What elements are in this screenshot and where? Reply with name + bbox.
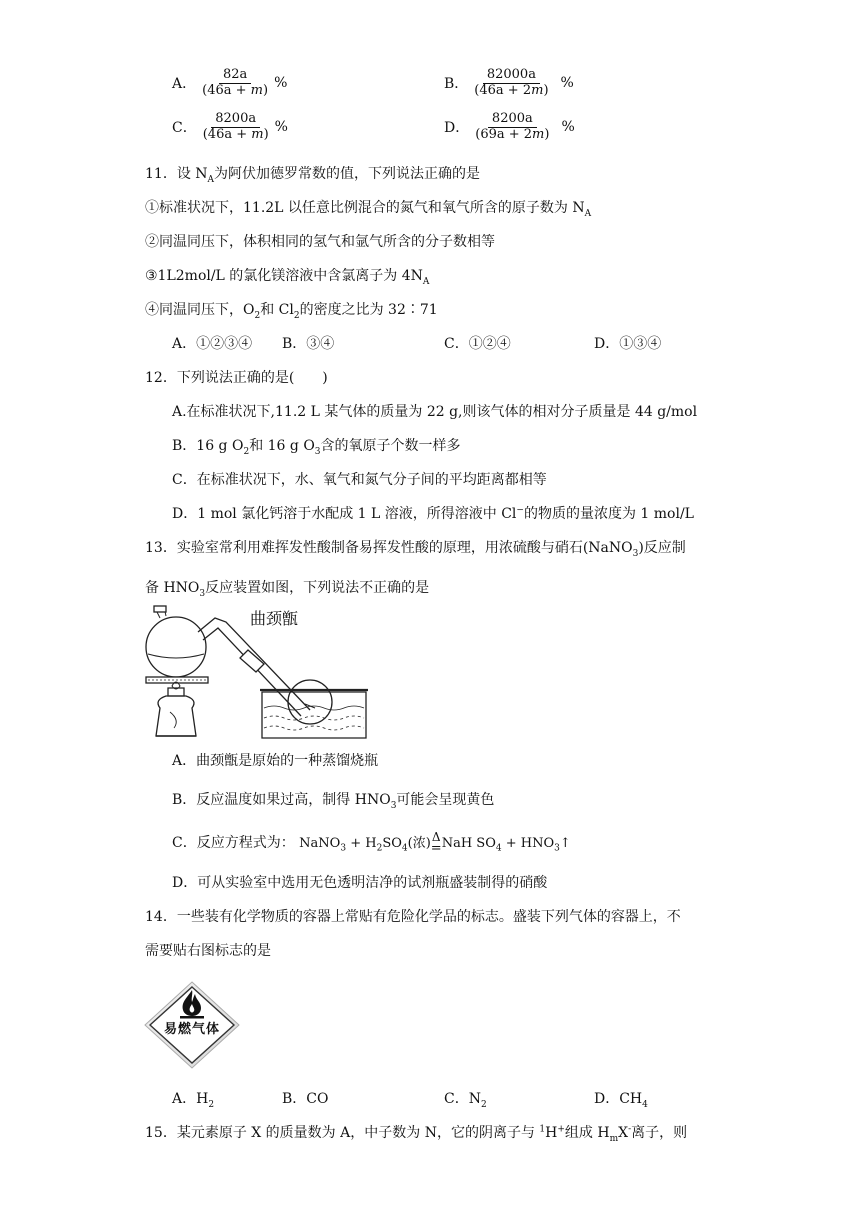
q12-option-b: B．16 g $O_2$和 16 g $O_3$含的氧原子个数一样多 xyxy=(172,438,461,457)
q12-option-a: A.在标准状况下,11.2 L 某气体的质量为 22 g,则该气体的相对分子质量是 44 g/mol xyxy=(172,404,698,420)
q10-option-d: D． $\frac{8200a}{(69a + 2m)}$ % xyxy=(444,111,575,142)
q12-option-d: D．1 mol 氯化钙溶于水配成 1 L 溶液，所得溶液中 Cl−的物质的量浓度为 1 mol/L xyxy=(172,505,694,522)
q11-option-b: B．③④ xyxy=(282,336,335,352)
q13-stem-line2: 备 $HNO_3$反应装置如图，下列说法不正确的是 xyxy=(145,580,430,599)
q11-option-c: C．①②④ xyxy=(444,336,511,352)
retort-apparatus-figure xyxy=(140,604,372,744)
reaction-equation: NaNO$_3$ + $H_2SO_4$(浓) Δ = NaH $SO_4$ + $HNO_3↑$ xyxy=(299,830,571,857)
q14-option-c: C．$N_2$ xyxy=(444,1091,487,1110)
q11-option-d: D．①③④ xyxy=(594,336,662,352)
q14-stem-line2: 需要贴右图标志的是 xyxy=(145,943,271,959)
fraction: $\frac{8200a}{(46a + m)}$ xyxy=(202,111,269,142)
q11-statement-1: ①标准状况下，11.2L 以任意比例混合的氮气和氧气所含的原子数为 $N_A$ xyxy=(145,200,592,219)
q10-option-a: A． $\frac{82a}{(46a + m)}$ % xyxy=(172,67,288,98)
q14-option-a: A．$H_2$ xyxy=(172,1091,215,1110)
q11-option-a: A．①②③④ xyxy=(172,336,253,352)
flammable-gas-sign xyxy=(143,980,241,1070)
fraction: $\frac{82000a}{(46a + 2m)}$ xyxy=(474,67,549,98)
q13-option-b: B．反应温度如果过高，制得 $HNO_3$可能会呈现黄色 xyxy=(172,792,495,811)
fraction: $\frac{8200a}{(69a + 2m)}$ xyxy=(475,111,550,142)
q12-option-c: C．在标准状况下，水、氧气和氮气分子间的平均距离都相等 xyxy=(172,472,547,488)
q15-stem: 15．某元素原子 X 的质量数为 A，中子数为 N，它的阴离子与 $^1$H+组成 $H_mX^-$离子，则 xyxy=(145,1124,688,1144)
q11-statement-4: ④同温同压下，$O_2$和 $Cl_2$的密度之比为 32∶71 xyxy=(145,302,438,321)
q14-option-d: D．$CH_4$ xyxy=(594,1091,648,1110)
q13-option-d: D．可从实验室中选用无色透明洁净的试剂瓶盛装制得的硝酸 xyxy=(172,875,548,891)
q13-option-c: C．反应方程式为： NaNO$_3$ + $H_2SO_4$(浓) Δ = NaH $SO_4$ + $HNO_3↑$ xyxy=(172,830,571,857)
fraction: $\frac{82a}{(46a + m)}$ xyxy=(202,67,269,98)
q13-stem-line1: 13．实验室常利用难挥发性酸制备易挥发性酸的原理，用浓硫酸与硝石(NaNO$_3$)反应制 xyxy=(145,540,686,559)
q11-statement-2: ②同温同压下，体积相同的氢气和氩气所含的分子数相等 xyxy=(145,234,495,250)
q11-stem: 11．设 $N_A$为阿伏加德罗常数的值，下列说法正确的是 xyxy=(145,166,481,185)
q11-statement-3: ③1L2mol/L 的氯化镁溶液中含氯离子为 $4N_A$ xyxy=(145,268,430,287)
sign-text: 易燃气体 xyxy=(163,1022,220,1037)
q14-stem-line1: 14．一些装有化学物质的容器上常贴有危险化学品的标志。盛装下列气体的容器上，不 xyxy=(145,909,681,925)
figure-label: 曲颈甑 xyxy=(250,609,299,628)
q14-option-b: B．CO xyxy=(282,1091,329,1107)
q13-option-a: A．曲颈甑是原始的一种蒸馏烧瓶 xyxy=(172,753,379,769)
q10-option-c: C． $\frac{8200a}{(46a + m)}$ % xyxy=(172,111,288,142)
q12-stem: 12．下列说法正确的是( ) xyxy=(145,370,328,386)
q10-option-b: B． $\frac{82000a}{(46a + 2m)}$ % xyxy=(444,67,574,98)
